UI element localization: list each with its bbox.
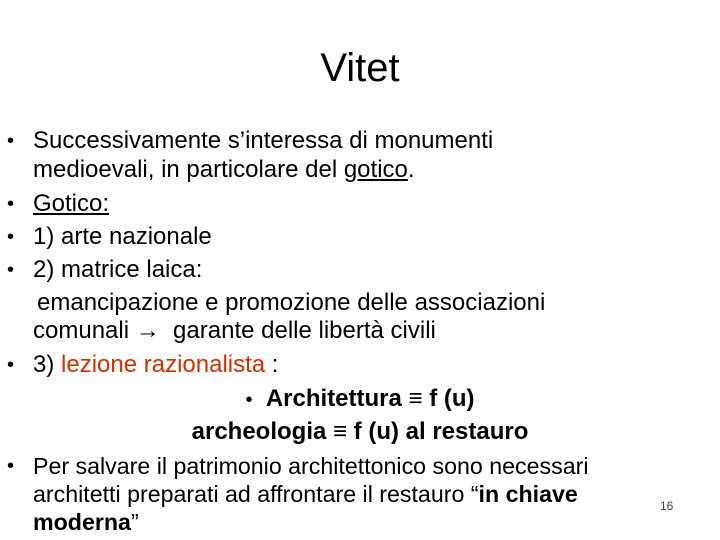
- bullet-marker: •: [7, 259, 15, 281]
- bullet-1-text: medioevali, in particolare del: [33, 156, 344, 183]
- bullet-5-sub-line-2: archeologia ≡ f (u) al restauro: [191, 418, 529, 445]
- bullet-6-text-a: architetti preparati ad affrontare il restauro “: [33, 481, 479, 507]
- bullet-6-bold-b: moderna: [33, 509, 131, 535]
- bullet-4-sub-line-1: emancipazione e promozione delle associazioni: [37, 289, 546, 316]
- bullet-6-line-3: [33, 508, 139, 536]
- bullet-marker: •: [7, 226, 15, 248]
- gotico-link[interactable]: gotico: [343, 156, 408, 183]
- bullet-4-sub-text-b: garante delle libertà civili: [159, 317, 436, 344]
- bullet-5-sub-line-1: [0, 385, 720, 414]
- bullet-1-line-1: Successivamente s’interessa di monumenti: [33, 127, 494, 154]
- bullet-marker: •: [7, 193, 15, 215]
- lezione-razionalista-text: lezione razionalista: [61, 351, 266, 378]
- arrow-right-icon: →: [135, 317, 160, 344]
- bullet-4-sub-text-a: comunali: [33, 317, 136, 344]
- bullet-6-line-1: Per salvare il patrimonio architettonico sono necessari: [33, 453, 589, 479]
- architettura-formula: Architettura ≡ f (u): [265, 385, 475, 412]
- bullet-marker: •: [7, 455, 15, 477]
- bullet-marker: •: [7, 354, 15, 376]
- bullet-5-text-a: 3): [33, 351, 62, 378]
- page-number: 16: [660, 499, 674, 513]
- bullet-6-line-2: [33, 480, 578, 508]
- bullet-2-line: [33, 190, 109, 218]
- bullet-1-line-2: [33, 156, 415, 184]
- bullet-4-line: 2) matrice laica:: [33, 256, 203, 283]
- bullet-1-period: .: [407, 156, 415, 183]
- bullet-marker: •: [7, 130, 15, 152]
- bullet-6-bold-a: in chiave: [478, 481, 578, 507]
- bullet-5-line: [33, 351, 278, 379]
- bullet-5-text-b: :: [265, 351, 279, 378]
- bullet-6-close-quote: ”: [130, 509, 139, 535]
- bullet-4-sub-line-2: [33, 317, 436, 345]
- gotico-heading-link[interactable]: Gotico:: [33, 190, 110, 217]
- bullet-3-line: 1) arte nazionale: [33, 223, 212, 250]
- slide-title: Vitet: [320, 46, 400, 90]
- sub-bullet-marker: •: [245, 389, 253, 411]
